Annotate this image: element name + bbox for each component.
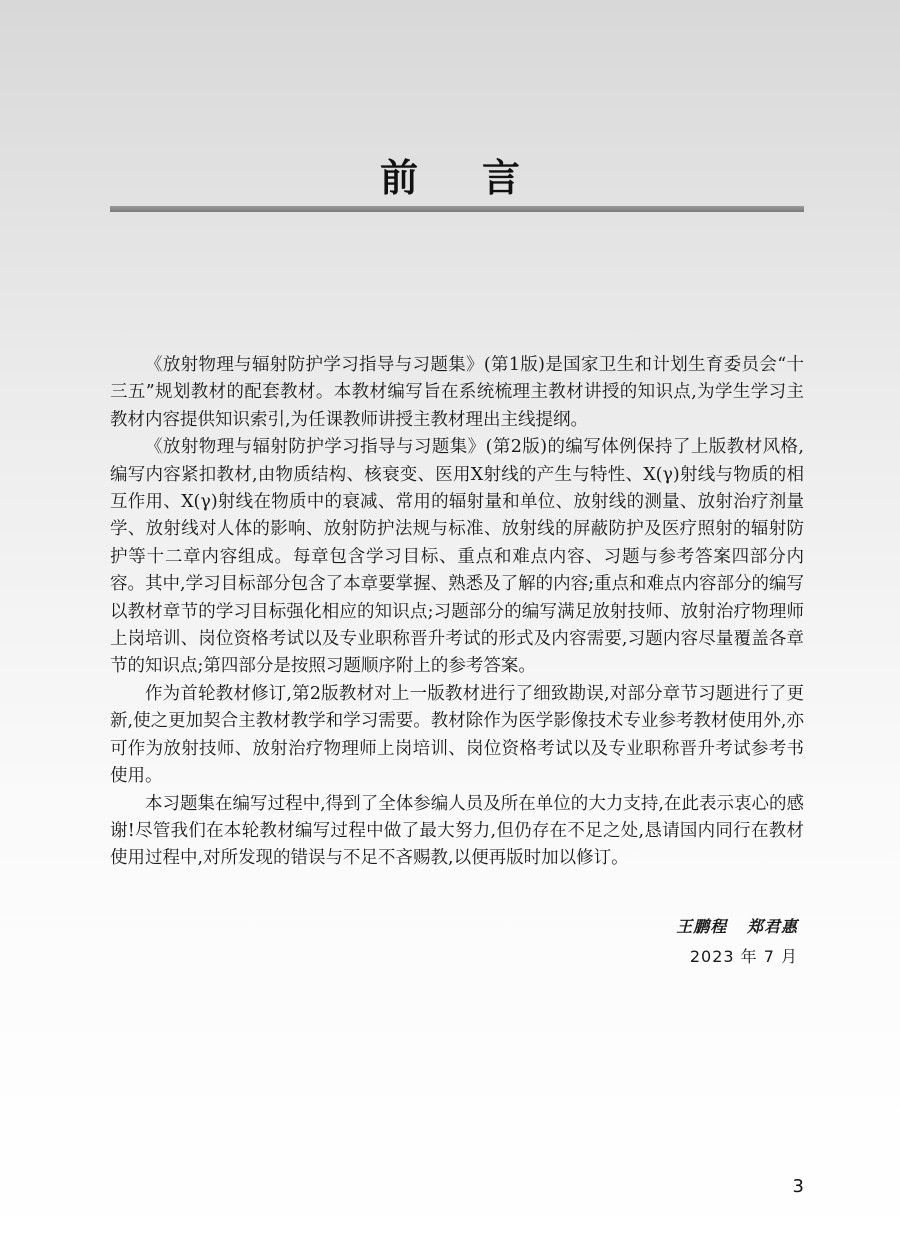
page-number: 3 bbox=[792, 1176, 804, 1197]
paragraph-4: 本习题集在编写过程中,得到了全体参编人员及所在单位的大力支持,在此表示衷心的感谢!尽管我们在本轮教材编写过程中做了最大努力,但仍存在不足之处,恳请国内同行在教材使用过程中,对所发现的错误与不足不吝赐教,以便再版时加以修订。 bbox=[110, 793, 804, 869]
paragraph-1: 《放射物理与辐射防护学习指导与习题集》(第1版)是国家卫生和计划生育委员会“十三五”规划教材的配套教材。本教材编写旨在系统梳理主教材讲授的知识点,为学生学习主教材内容提供知识索引,为任课教师讲授主教材理出主线提纲。 bbox=[110, 355, 804, 430]
author-names: 王鹏程 郑君惠 bbox=[676, 917, 798, 936]
page-title: 前言 bbox=[379, 156, 584, 200]
paragraph-2: 《放射物理与辐射防护学习指导与习题集》(第2版)的编写体例保持了上版教材风格,编写内容紧扣教材,由物质结构、核衰变、医用X射线的产生与特性、X(γ)射线与物质的相互作用、X(γ)射线在物质中的衰减、常用的辐射量和单位、放射线的测量、放射治疗剂量学、放射线对人体的影响、放射防护法规与标准、放射线的屏蔽防护及医疗照射的辐射防护等十二章内容组成。每章包含学习目标、重点和难点内容、习题与参考答案四部分内容。其中,学习目标部分包含了本章要掌握、熟悉及了解的内容;重点和难点内容部分的编写以教材章节的学习目标强化相应的知识点;习题部分的编写满足放射技师、放射治疗物理师上岗培训、岗位资格考试以及专业职称晋升考试的形式及内容需要,习题内容尽量覆盖各章节的知识点;第四部分是按照习题顺序附上的参考答案。 bbox=[110, 437, 804, 677]
signature-date: 2023 年 7 月 bbox=[689, 947, 798, 966]
signature-block bbox=[676, 912, 798, 972]
paragraph-3: 作为首轮教材修订,第2版教材对上一版教材进行了细致勘误,对部分章节习题进行了更新,使之更加契合主教材教学和学习需要。教材除作为医学影像技术专业参考教材使用外,亦可作为放射技师、放射治疗物理师上岗培训、岗位资格考试以及专业职称晋升考试参考书使用。 bbox=[110, 683, 804, 787]
title-divider bbox=[110, 206, 804, 212]
preface-body bbox=[110, 352, 804, 873]
